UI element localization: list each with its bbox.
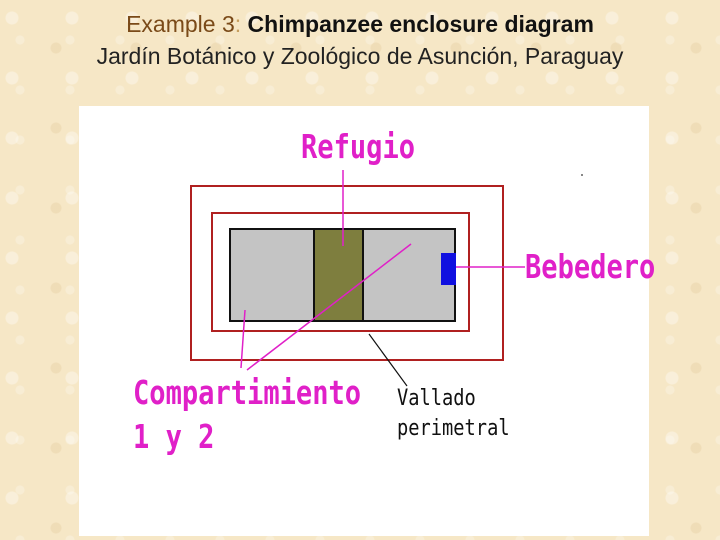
label-refugio: Refugio xyxy=(301,127,416,166)
label-compartimiento-line1: Compartimiento xyxy=(133,373,362,412)
enclosure-diagram xyxy=(79,106,656,536)
bebedero-trough xyxy=(441,253,456,285)
label-vallado-line1: Vallado xyxy=(397,386,476,411)
label-vallado-line2: perimetral xyxy=(397,416,510,441)
title-main: Chimpanzee enclosure diagram xyxy=(247,11,594,37)
enclosure-diagram-svg xyxy=(79,106,649,536)
slide-title xyxy=(0,8,720,72)
title-prefix: Example 3 xyxy=(126,11,235,37)
refugio-shelter xyxy=(314,229,363,321)
title-colon: : xyxy=(234,11,242,37)
label-bebedero: Bebedero xyxy=(525,247,656,286)
stray-dot xyxy=(581,174,583,176)
title-subtitle: Jardín Botánico y Zoológico de Asunción, Paraguay xyxy=(96,43,624,69)
label-compartimiento-line2: 1 y 2 xyxy=(133,417,215,456)
compartment-1 xyxy=(230,229,314,321)
title-line-1 xyxy=(0,8,720,40)
